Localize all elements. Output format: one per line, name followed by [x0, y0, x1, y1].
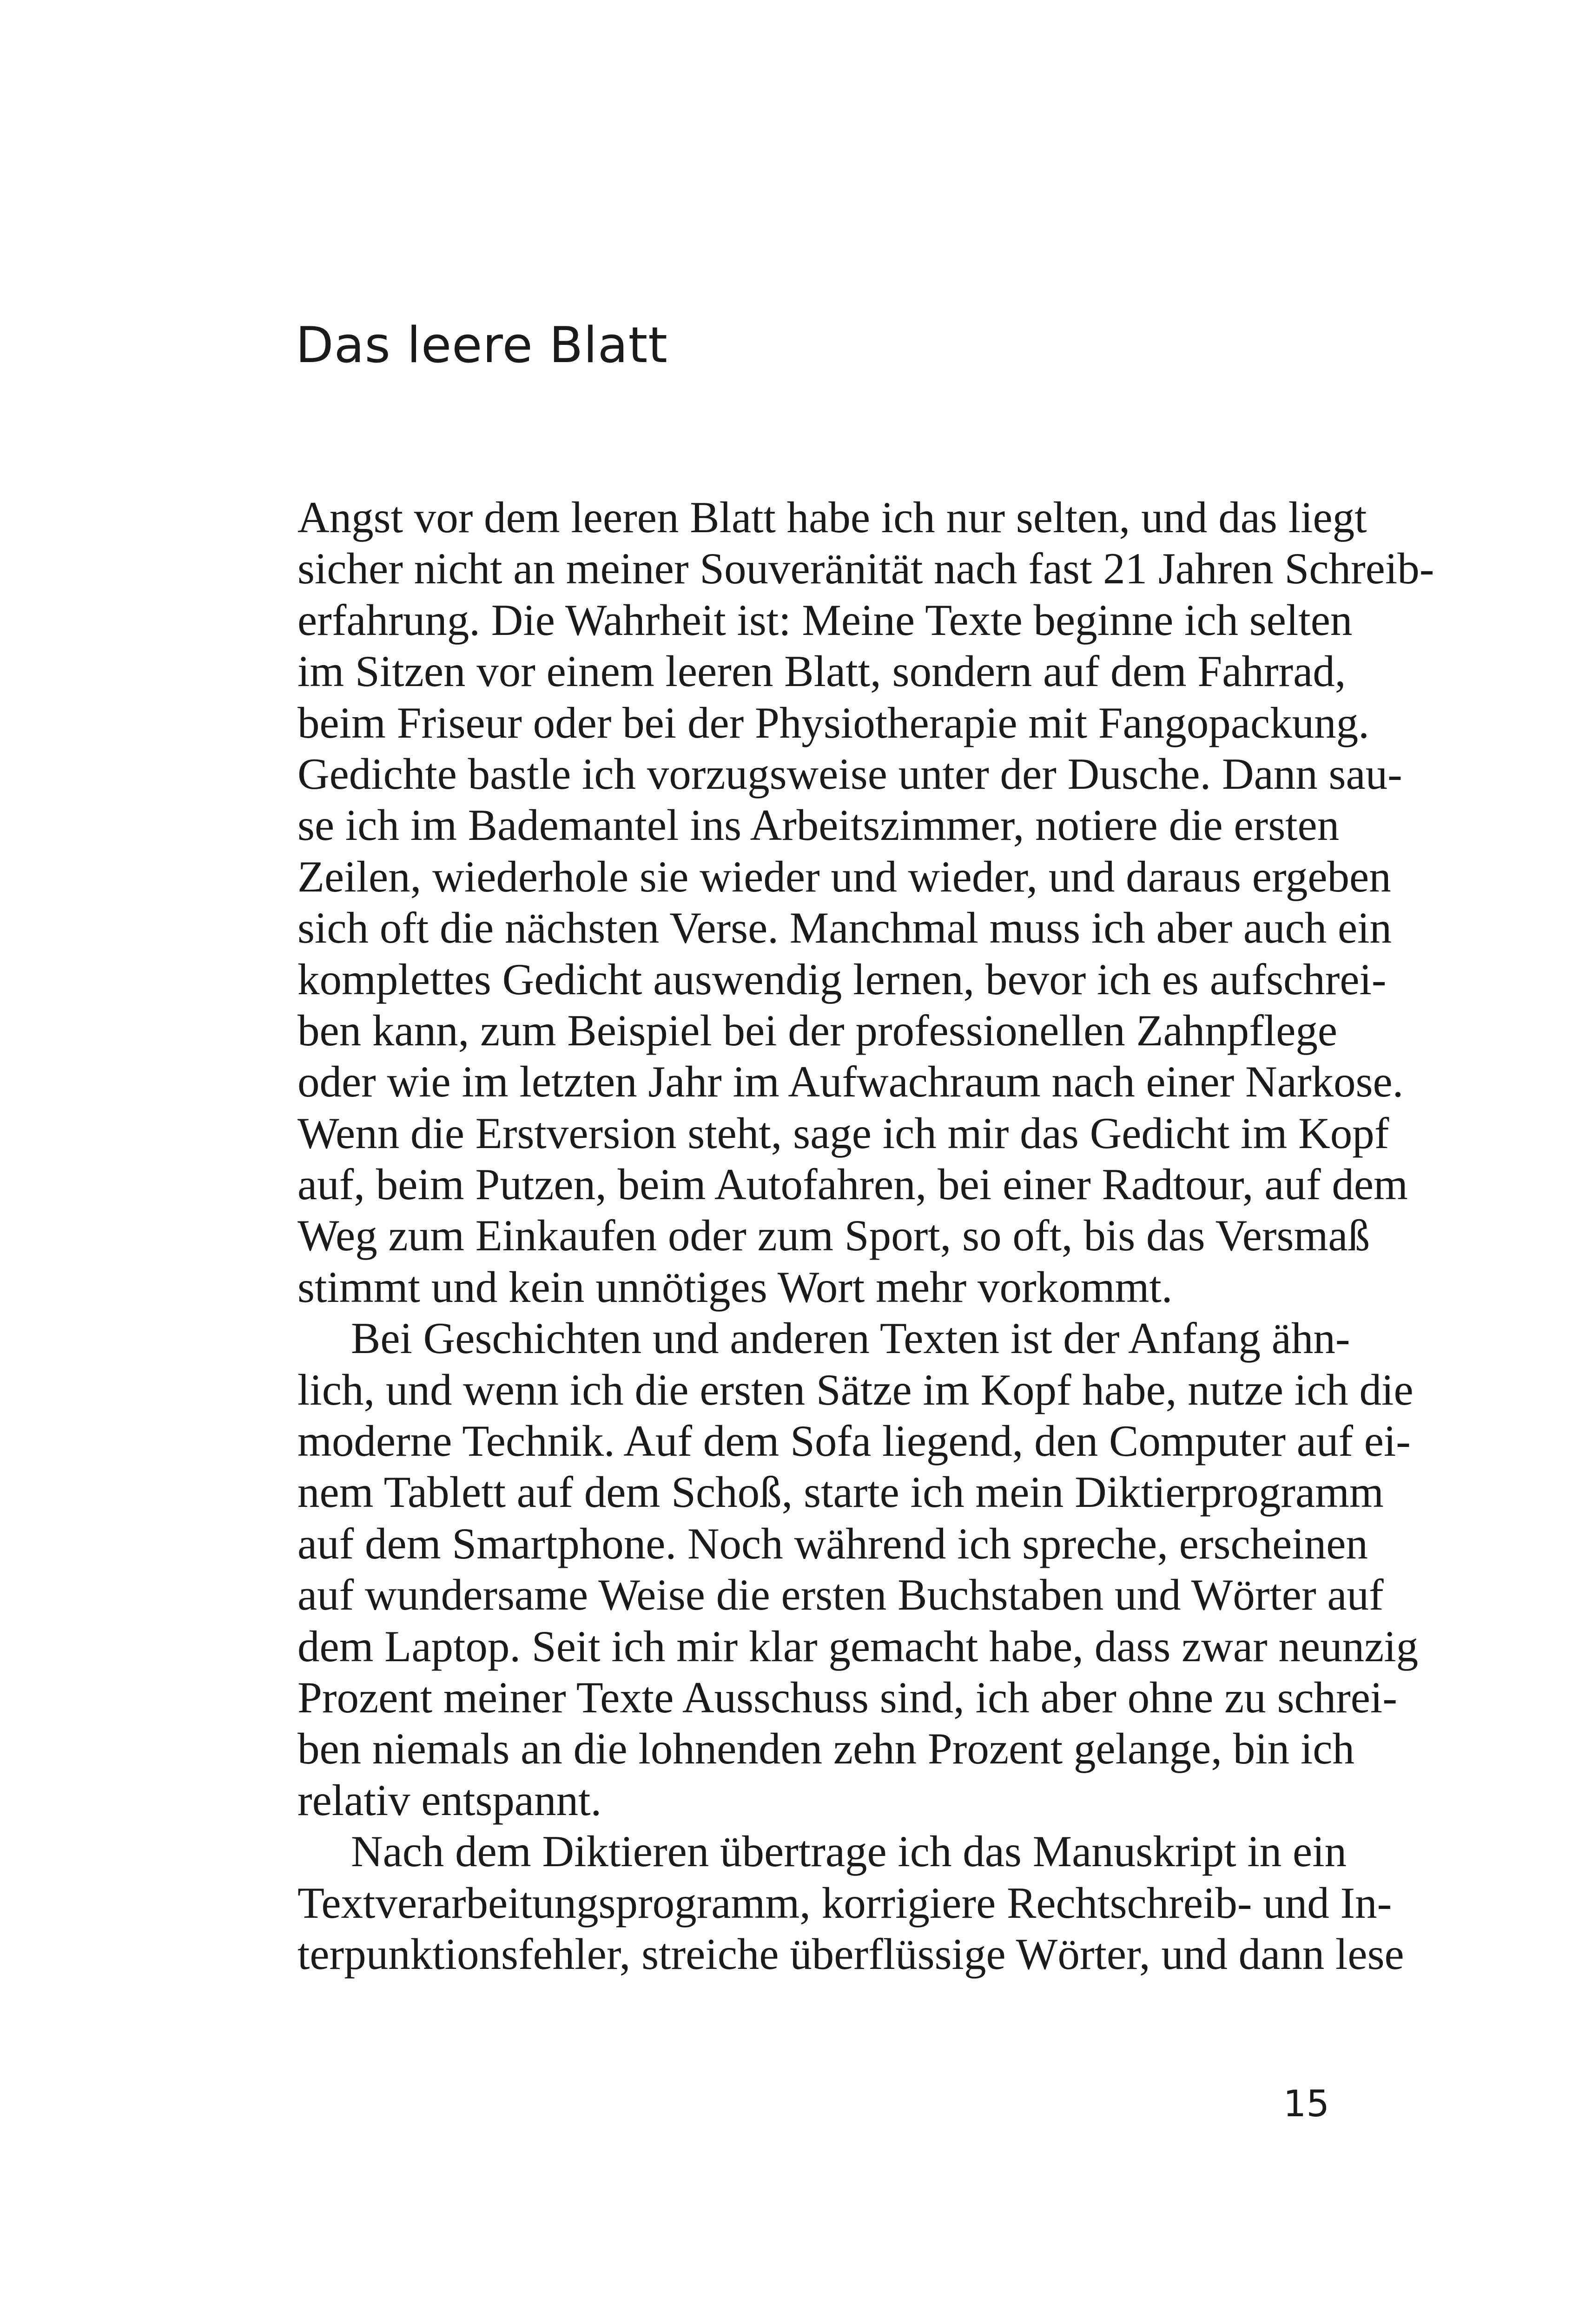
text-line: auf, beim Putzen, beim Autofahren, bei einer Radtour, auf dem	[297, 1160, 1408, 1209]
text-line: Textverarbeitungsprogramm, korrigiere Rechtschreib- und In-	[297, 1878, 1392, 1928]
paragraph	[297, 1826, 1404, 1980]
paragraph	[297, 1313, 1419, 1826]
text-line: relativ entspannt.	[297, 1775, 602, 1825]
text-line: beim Friseur oder bei der Physiotherapie mit Fangopackung.	[297, 698, 1369, 747]
text-line: se ich im Bademantel ins Arbeitszimmer, notiere die ersten	[297, 800, 1340, 850]
text-line: ben kann, zum Beispiel bei der professionellen Zahnpflege	[297, 1005, 1338, 1055]
text-line: im Sitzen vor einem leeren Blatt, sondern auf dem Fahrrad,	[297, 647, 1346, 696]
text-line: Bei Geschichten und anderen Texten ist der Anfang ähn-	[351, 1314, 1350, 1363]
text-line: moderne Technik. Auf dem Sofa liegend, den Computer auf ei-	[297, 1416, 1411, 1466]
text-line: ben niemals an die lohnenden zehn Prozent gelange, bin ich	[297, 1724, 1354, 1774]
text-line: lich, und wenn ich die ersten Sätze im Kopf habe, nutze ich die	[297, 1365, 1414, 1414]
text-line: erfahrung. Die Wahrheit ist: Meine Texte beginne ich selten	[297, 595, 1353, 645]
text-line: dem Laptop. Seit ich mir klar gemacht habe, dass zwar neunzig	[297, 1621, 1419, 1671]
text-line: Wenn die Erstversion steht, sage ich mir das Gedicht im Kopf	[297, 1108, 1389, 1158]
text-line: oder wie im letzten Jahr im Aufwachraum nach einer Narkose.	[297, 1057, 1404, 1107]
text-line: Weg zum Einkaufen oder zum Sport, so oft, bis das Versmaß	[297, 1211, 1370, 1261]
text-line: sicher nicht an meiner Souveränität nach fast 21 Jahren Schreib-	[297, 544, 1434, 594]
chapter-title: Das leere Blatt	[296, 317, 668, 374]
text-line: komplettes Gedicht auswendig lernen, bevor ich es aufschrei-	[297, 954, 1387, 1004]
page-number: 15	[1283, 2083, 1329, 2125]
paragraph	[297, 492, 1434, 1313]
text-line: nem Tablett auf dem Schoß, starte ich mein Diktierprogramm	[297, 1467, 1384, 1517]
text-line: auf dem Smartphone. Noch während ich spreche, erscheinen	[297, 1519, 1368, 1568]
text-line: stimmt und kein unnötiges Wort mehr vorkommt.	[297, 1262, 1173, 1312]
text-line: Angst vor dem leeren Blatt habe ich nur selten, und das liegt	[297, 493, 1367, 542]
text-line: sich oft die nächsten Verse. Manchmal muss ich aber auch ein	[297, 903, 1392, 953]
body-text	[297, 492, 1434, 1980]
text-line: Nach dem Diktieren übertrage ich das Manuskript in ein	[351, 1827, 1347, 1876]
text-line: terpunktionsfehler, streiche überflüssige Wörter, und dann lese	[297, 1929, 1404, 1979]
text-line: Gedichte bastle ich vorzugsweise unter der Dusche. Dann sau-	[297, 749, 1402, 799]
text-line: Zeilen, wiederhole sie wieder und wieder, und daraus ergeben	[297, 852, 1391, 901]
text-line: auf wundersame Weise die ersten Buchstaben und Wörter auf	[297, 1570, 1384, 1620]
text-line: Prozent meiner Texte Ausschuss sind, ich aber ohne zu schrei-	[297, 1672, 1397, 1722]
